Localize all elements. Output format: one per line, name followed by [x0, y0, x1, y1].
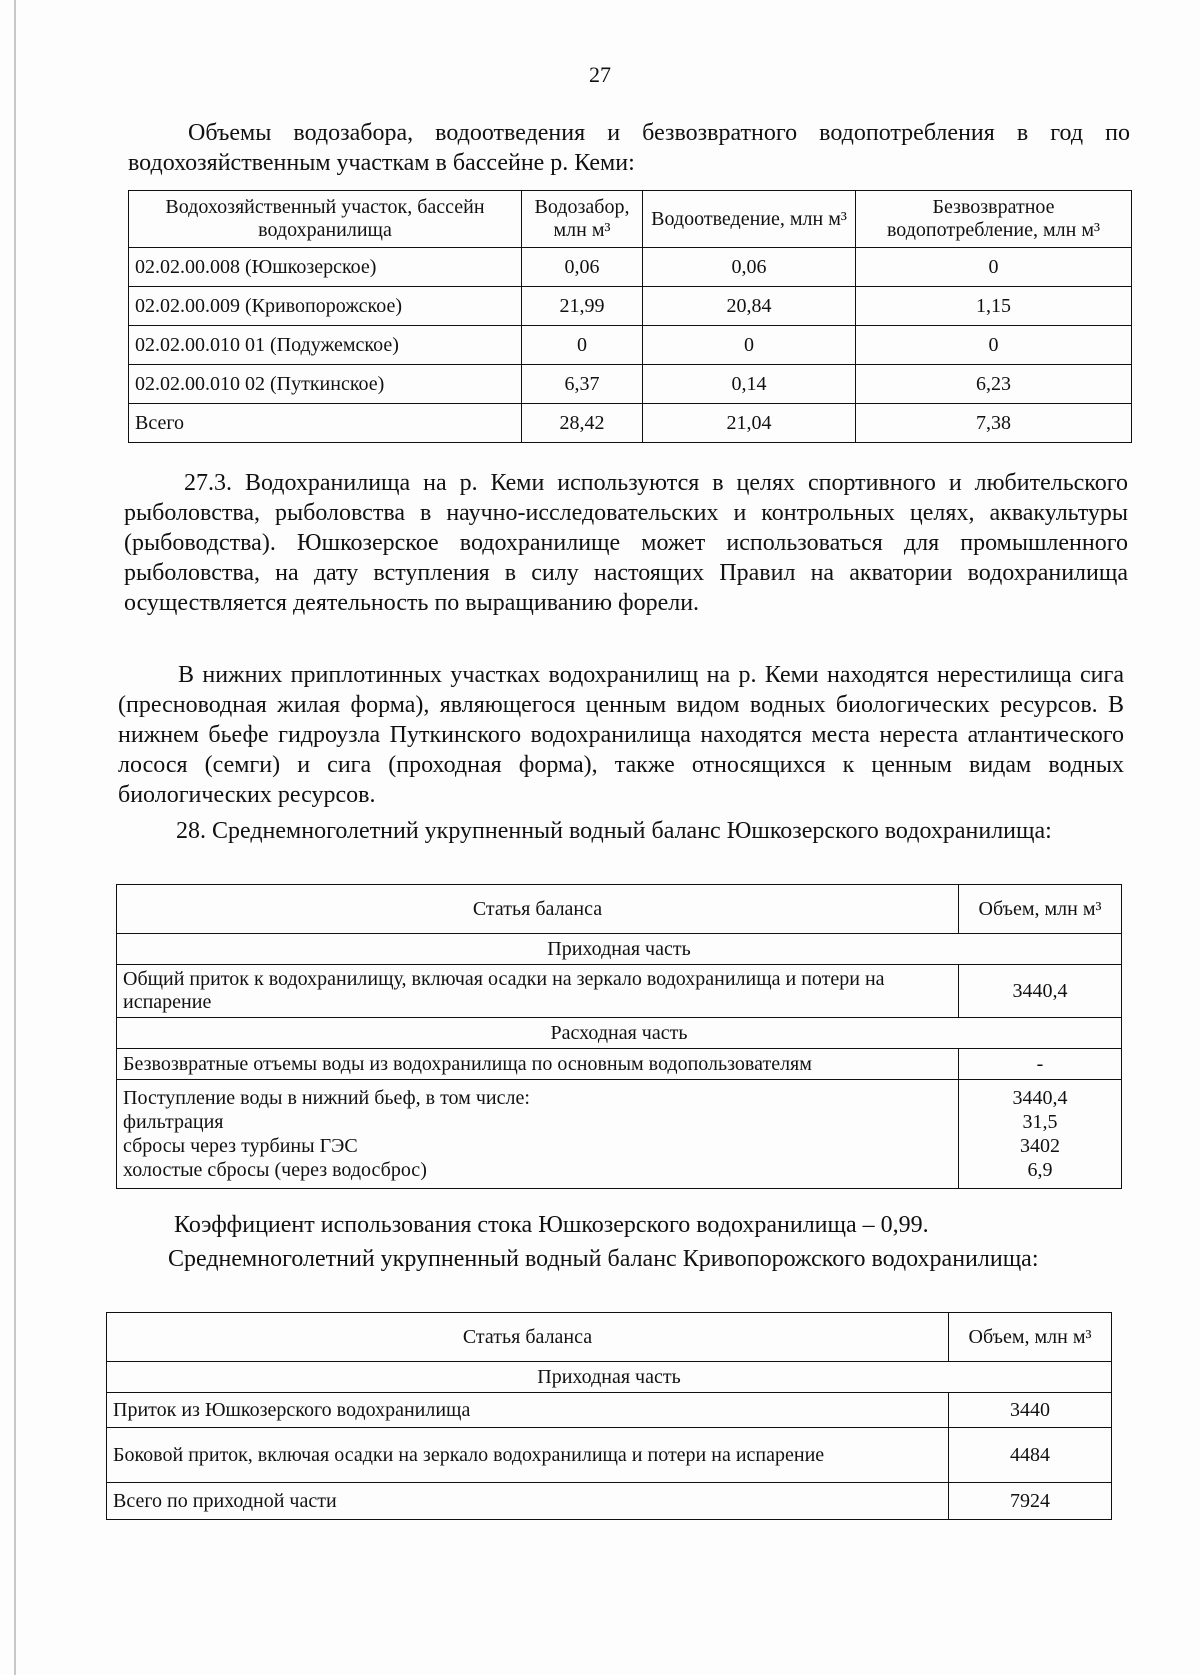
turbines-label: сбросы через турбины ГЭС [123, 1135, 358, 1157]
table-row-total [129, 404, 1132, 443]
table-header-row [129, 191, 1132, 248]
table-row-total [107, 1483, 1112, 1520]
row-intake: 6,37 [522, 365, 643, 404]
filtration-label: фильтрация [123, 1111, 224, 1133]
header-discharge: Водоотведение, млн м³ [643, 191, 856, 248]
table-row [117, 1049, 1122, 1080]
row-intake: 0,06 [522, 248, 643, 287]
water-use-table [128, 190, 1132, 443]
expense-section-title: Расходная часть [117, 1018, 1122, 1049]
row-label: 02.02.00.009 (Кривопорожское) [129, 287, 522, 326]
row-consumption: 1,15 [856, 287, 1132, 326]
row-intake: 21,99 [522, 287, 643, 326]
krivoporozh-balance-table [106, 1312, 1112, 1520]
row-value: 3440 [949, 1393, 1112, 1428]
row-consumption: 0 [856, 326, 1132, 365]
header-volume: Объем, млн м³ [949, 1313, 1112, 1362]
table-header-row [117, 885, 1122, 934]
row-value: 7924 [949, 1483, 1112, 1520]
paragraph-27-3: 27.3. Водохранилища на р. Кеми используются в целях спортивного и любительского рыболовства, рыболовства в научно-исследовательских и контрольных целях, аквакультуры (рыбоводства). Юшкозерское водохранилище может использоваться для промышленного рыболовства, на дату вступления в силу настоящих Правил на акватории водохранилища осуществляется деятельность по выращиванию форели. [124, 470, 1128, 616]
irrevocable-value: - [959, 1049, 1122, 1080]
row-discharge: 21,04 [643, 404, 856, 443]
header-item: Статья баланса [107, 1313, 949, 1362]
spillway-label: холостые сбросы (через водосброс) [123, 1159, 427, 1181]
header-consumption: Безвозвратное водопотребление, млн м³ [856, 191, 1132, 248]
table-row [129, 248, 1132, 287]
outflow-label: Поступление воды в нижний бьеф, в том числе: [123, 1087, 530, 1109]
filtration-value: 31,5 [1022, 1111, 1058, 1133]
section-row [117, 934, 1122, 965]
row-discharge: 0,14 [643, 365, 856, 404]
paragraph-28: 28. Среднемноголетний укрупненный водный баланс Юшкозерского водохранилища: [176, 818, 1052, 844]
section-row [107, 1362, 1112, 1393]
table-row [107, 1393, 1112, 1428]
table-header-row [107, 1313, 1112, 1362]
header-item: Статья баланса [117, 885, 959, 934]
row-intake: 0 [522, 326, 643, 365]
header-volume: Объем, млн м³ [959, 885, 1122, 934]
section-row [117, 1018, 1122, 1049]
table-row [129, 365, 1132, 404]
row-label: 02.02.00.010 02 (Путкинское) [129, 365, 522, 404]
row-discharge: 0 [643, 326, 856, 365]
row-label: Всего [129, 404, 522, 443]
intro-paragraph: Объемы водозабора, водоотведения и безвозвратного водопотребления в год по водохозяйственным участкам в бассейне р. Кеми: [128, 120, 1130, 176]
row-discharge: 20,84 [643, 287, 856, 326]
paragraph-krivoporozh: Среднемноголетний укрупненный водный баланс Кривопорожского водохранилища: [168, 1246, 1039, 1272]
irrevocable-label: Безвозвратные отъемы воды из водохранилища по основным водопользователям [117, 1049, 959, 1080]
row-label: 02.02.00.010 01 (Подужемское) [129, 326, 522, 365]
paragraph-coefficient: Коэффициент использования стока Юшкозерского водохранилища – 0,99. [174, 1212, 929, 1238]
row-consumption: 7,38 [856, 404, 1132, 443]
row-label: Приток из Юшкозерского водохранилища [107, 1393, 949, 1428]
spillway-value: 6,9 [1027, 1159, 1053, 1181]
table-row [107, 1428, 1112, 1483]
income-row-label: Общий приток к водохранилищу, включая осадки на зеркало водохранилища и потери на испарение [117, 965, 959, 1018]
outflow-labels [117, 1080, 959, 1189]
table-row [117, 1080, 1122, 1189]
table-row [117, 965, 1122, 1018]
outflow-values [959, 1080, 1122, 1189]
table-row [129, 287, 1132, 326]
page-number: 27 [589, 62, 611, 87]
header-intake: Водозабор, млн м³ [522, 191, 643, 248]
row-discharge: 0,06 [643, 248, 856, 287]
row-consumption: 0 [856, 248, 1132, 287]
page-edge [14, 0, 16, 1675]
turbines-value: 3402 [1020, 1135, 1060, 1157]
outflow-value: 3440,4 [1012, 1087, 1068, 1109]
income-section-title: Приходная часть [107, 1362, 1112, 1393]
row-label: Всего по приходной части [107, 1483, 949, 1520]
yushkozero-balance-table [116, 884, 1122, 1189]
table-row [129, 326, 1132, 365]
row-intake: 28,42 [522, 404, 643, 443]
row-label: 02.02.00.008 (Юшкозерское) [129, 248, 522, 287]
paragraph-spawning: В нижних приплотинных участках водохранилищ на р. Кеми находятся нерестилища сига (пресноводная жилая форма), являющегося ценным видом водных биологических ресурсов. В нижнем бьефе гидроузла Путкинского водохранилища находятся места нереста атлантического лосося (семги) и сига (проходная форма), также относящихся к ценным видам водных биологических ресурсов. [118, 662, 1124, 808]
row-label: Боковой приток, включая осадки на зеркало водохранилища и потери на испарение [107, 1428, 949, 1483]
income-section-title: Приходная часть [117, 934, 1122, 965]
income-row-value: 3440,4 [959, 965, 1122, 1018]
row-value: 4484 [949, 1428, 1112, 1483]
header-section: Водохозяйственный участок, бассейн водохранилища [129, 191, 522, 248]
row-consumption: 6,23 [856, 365, 1132, 404]
